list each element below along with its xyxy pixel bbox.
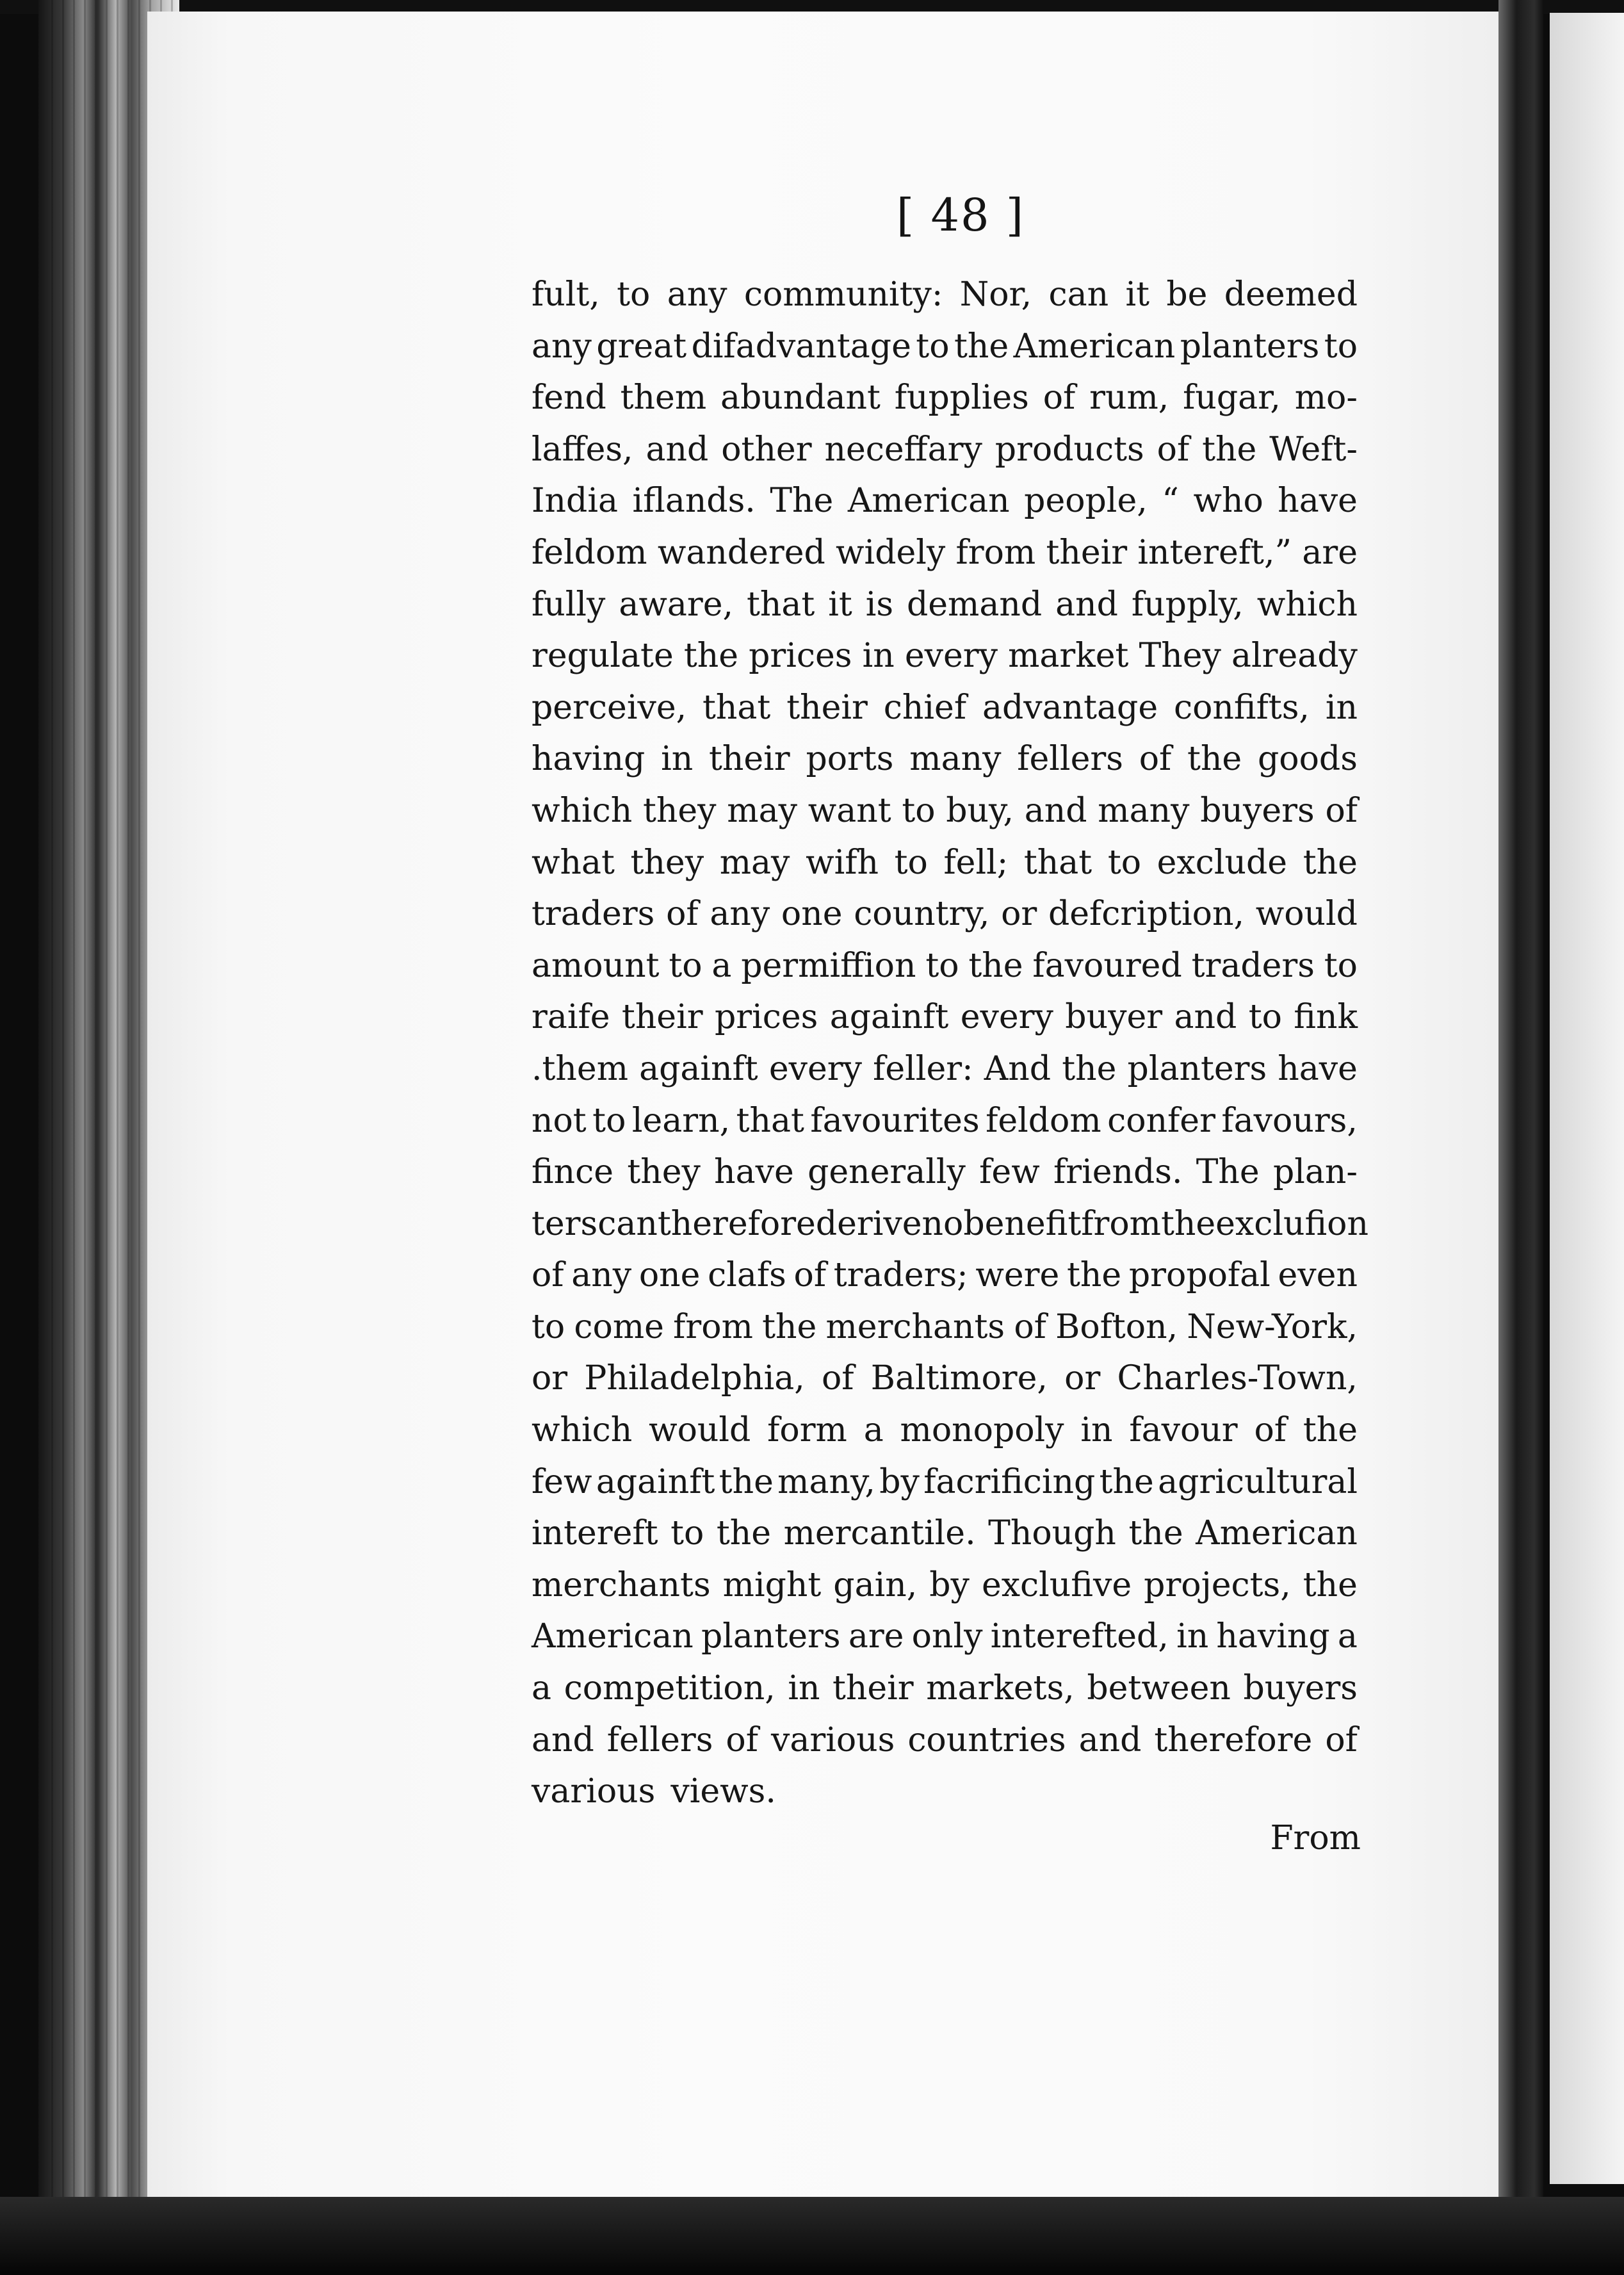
text-line	[532, 579, 1358, 631]
word: from	[673, 1307, 753, 1346]
text-line	[532, 1508, 1358, 1560]
text-line	[532, 1301, 1358, 1353]
word: American	[1013, 327, 1176, 366]
word: various	[532, 1772, 656, 1811]
word: prices	[714, 998, 818, 1037]
word: to	[894, 843, 928, 882]
word: American	[847, 482, 1010, 521]
word: every	[904, 637, 998, 676]
word: views.	[670, 1772, 776, 1811]
word: Though	[988, 1514, 1116, 1553]
word: few	[979, 1153, 1040, 1192]
word: any	[571, 1256, 632, 1295]
word: monopoly	[900, 1411, 1064, 1450]
word: planters	[1127, 1049, 1267, 1088]
word: in	[1176, 1617, 1209, 1656]
word: and	[1174, 998, 1237, 1037]
word: of	[1043, 379, 1076, 418]
word: market	[1008, 637, 1129, 676]
word: againft	[639, 1049, 758, 1088]
word: by	[929, 1565, 970, 1604]
text-line	[532, 837, 1358, 889]
word: advantage	[982, 688, 1158, 727]
word: of	[1325, 1720, 1358, 1759]
word: their	[1046, 533, 1128, 572]
text-line	[532, 527, 1358, 579]
text-line	[532, 785, 1358, 837]
word: fell;	[943, 843, 1009, 882]
text-line	[532, 1095, 1358, 1147]
word: a	[1337, 1617, 1358, 1656]
word: prices	[749, 637, 852, 676]
word: exclufion	[1215, 1204, 1368, 1243]
word: exclufive	[981, 1565, 1132, 1604]
word: might	[722, 1565, 822, 1604]
word: it	[1125, 275, 1150, 314]
word: interefted,	[990, 1617, 1169, 1656]
word: clafs	[708, 1256, 786, 1295]
word: which	[1256, 585, 1358, 624]
word: facrificing	[923, 1462, 1096, 1501]
word: to	[925, 946, 959, 985]
word: intereft	[532, 1514, 658, 1553]
word: merchants	[532, 1565, 711, 1604]
word: form	[767, 1411, 847, 1450]
word: Weft-	[1269, 430, 1358, 469]
word: ports	[806, 740, 894, 779]
word: fink	[1294, 998, 1358, 1037]
word: many	[909, 740, 1002, 779]
word: The	[1196, 1153, 1260, 1192]
word: it	[828, 585, 852, 624]
word: deemed	[1224, 275, 1358, 314]
word: mo-	[1294, 379, 1358, 418]
word: New-York,	[1187, 1307, 1358, 1346]
word: India	[532, 482, 618, 521]
word: of	[666, 895, 699, 934]
word: the	[1187, 740, 1242, 779]
word: already	[1231, 637, 1358, 676]
word: the	[1303, 843, 1358, 882]
text-line	[532, 1353, 1358, 1405]
word: againft	[596, 1462, 715, 1501]
word: the	[1160, 1204, 1216, 1243]
word: people,	[1024, 482, 1148, 521]
word: iflands.	[632, 482, 756, 521]
word: of	[1014, 1307, 1046, 1346]
word: “	[1162, 482, 1179, 521]
word: were	[975, 1256, 1060, 1295]
word: American	[532, 1617, 694, 1656]
word: They	[1139, 637, 1221, 676]
word: to	[670, 1514, 704, 1553]
word: The	[770, 482, 834, 521]
facing-page-edge	[1550, 13, 1624, 2184]
word: the	[762, 1307, 817, 1346]
word: the	[716, 1514, 772, 1553]
word: various	[770, 1720, 895, 1759]
word: the	[954, 327, 1009, 366]
word: a	[863, 1411, 884, 1450]
text-line	[532, 682, 1358, 734]
word: widely	[836, 533, 946, 572]
word: having	[532, 740, 646, 779]
word: their	[709, 740, 790, 779]
word: fupplies	[894, 379, 1029, 418]
word: many,	[777, 1462, 875, 1501]
word: raife	[532, 998, 610, 1037]
word: competition,	[564, 1669, 775, 1708]
page-number-header: [ 48 ]	[896, 189, 1025, 241]
text-line	[532, 1766, 1358, 1818]
word: permiffion	[741, 946, 916, 985]
word: chief	[883, 688, 967, 727]
text-line	[532, 1146, 1358, 1198]
word: the	[1099, 1462, 1154, 1501]
word: confer	[1107, 1101, 1215, 1140]
word: country,	[854, 895, 990, 934]
text-line	[532, 1198, 1368, 1250]
word: propofal	[1128, 1256, 1271, 1295]
word: derive	[815, 1204, 922, 1243]
word: would	[649, 1411, 751, 1450]
word: may	[727, 791, 797, 830]
word: to	[916, 327, 950, 366]
text-line	[532, 940, 1358, 992]
word: perceive,	[532, 688, 687, 727]
word: in	[862, 637, 895, 676]
word: of	[1254, 1411, 1287, 1450]
word: demand	[906, 585, 1043, 624]
word: projects,	[1144, 1565, 1291, 1604]
word: fend	[532, 379, 606, 418]
word: favourites	[810, 1101, 980, 1140]
word: are	[1302, 533, 1358, 572]
word: can	[1048, 275, 1109, 314]
word: to	[1248, 998, 1282, 1037]
word: feldom	[986, 1101, 1101, 1140]
word: that	[736, 1101, 804, 1140]
word: every	[768, 1049, 863, 1088]
word: to	[1324, 946, 1358, 985]
word: confifts,	[1174, 688, 1310, 727]
word: traders	[1191, 946, 1315, 985]
word: to	[669, 946, 702, 985]
word: come	[574, 1307, 664, 1346]
text-line	[532, 1043, 1358, 1095]
word: feller:	[873, 1049, 973, 1088]
word: favoured	[1032, 946, 1182, 985]
word: that	[1023, 843, 1092, 882]
text-line	[532, 1611, 1358, 1663]
word: buy,	[946, 791, 1014, 830]
word: one	[638, 1256, 701, 1295]
word: rum,	[1089, 379, 1169, 418]
word: only	[911, 1617, 983, 1656]
word: traders	[532, 895, 655, 934]
word: feldom	[532, 533, 647, 572]
word: not	[532, 1101, 587, 1140]
word: buyers	[1200, 791, 1315, 830]
word: Bofton,	[1055, 1307, 1178, 1346]
word: which	[532, 1411, 633, 1450]
word: no	[922, 1204, 964, 1243]
word: fugar,	[1183, 379, 1281, 418]
scan-bottom-shadow	[0, 2197, 1624, 2275]
body-text	[532, 269, 1368, 1818]
word: even	[1278, 1256, 1358, 1295]
word: have	[1278, 1049, 1358, 1088]
text-line	[532, 1663, 1358, 1715]
word: to	[902, 791, 936, 830]
word: buyer	[1065, 998, 1163, 1037]
word: which	[532, 791, 633, 830]
word: be	[1166, 275, 1208, 314]
word: and	[646, 430, 709, 469]
word: therefore	[1154, 1720, 1313, 1759]
word: agricultural	[1158, 1462, 1358, 1501]
word: traders;	[833, 1256, 968, 1295]
word: any	[710, 895, 770, 934]
word: aware,	[619, 585, 734, 624]
text-line	[532, 424, 1358, 476]
word: between	[1087, 1669, 1231, 1708]
word: neceffary	[824, 430, 982, 469]
word: products	[995, 430, 1144, 469]
text-line	[532, 321, 1358, 373]
word: fince	[532, 1153, 614, 1192]
word: ters	[532, 1204, 598, 1243]
text-line	[532, 475, 1358, 527]
word: laffes,	[532, 430, 633, 469]
word: in	[788, 1669, 820, 1708]
word: and	[532, 1720, 594, 1759]
word: to	[1324, 327, 1358, 366]
word: in	[1080, 1411, 1113, 1450]
word: American	[1196, 1514, 1358, 1553]
page-gutter-shadow	[1498, 0, 1543, 2275]
word: the	[1128, 1514, 1183, 1553]
word: exclude	[1157, 843, 1288, 882]
word: have	[714, 1153, 794, 1192]
word: fellers	[606, 1720, 713, 1759]
word: is	[865, 585, 894, 624]
word: Philadelphia,	[584, 1359, 805, 1398]
word: Nor,	[959, 275, 1032, 314]
text-line	[532, 372, 1358, 424]
word: goods	[1258, 740, 1358, 779]
word: of	[726, 1720, 758, 1759]
word: have	[1278, 482, 1358, 521]
word: generally	[808, 1153, 966, 1192]
word: the	[1062, 1049, 1117, 1088]
word: defcription,	[1048, 895, 1244, 934]
text-line	[532, 1456, 1358, 1508]
word: in	[1325, 688, 1358, 727]
word: of	[821, 1359, 854, 1398]
word: fellers	[1017, 740, 1123, 779]
word: they	[630, 843, 704, 882]
word: who	[1193, 482, 1263, 521]
word: of	[1157, 430, 1190, 469]
word: may	[719, 843, 790, 882]
word: their	[786, 688, 868, 727]
word: the	[719, 1462, 774, 1501]
word: fupply,	[1131, 585, 1244, 624]
word: from	[1081, 1204, 1161, 1243]
word: to	[532, 1307, 565, 1346]
word: their	[832, 1669, 914, 1708]
word: the	[683, 637, 738, 676]
word: and	[1055, 585, 1118, 624]
word: markets,	[926, 1669, 1075, 1708]
word: wandered	[657, 533, 825, 572]
word: And	[984, 1049, 1052, 1088]
word: planters	[1180, 327, 1320, 366]
word: learn,	[631, 1101, 731, 1140]
text-line	[532, 1560, 1358, 1611]
word: intereft,”	[1137, 533, 1292, 572]
word: one	[781, 895, 843, 934]
word: many	[1098, 791, 1190, 830]
word: abundant	[720, 379, 881, 418]
word: the	[1303, 1565, 1358, 1604]
word: therefore	[657, 1204, 816, 1243]
word: are	[848, 1617, 904, 1656]
word: or	[532, 1359, 568, 1398]
word: they	[627, 1153, 701, 1192]
word: amount	[532, 946, 660, 985]
word: other	[721, 430, 812, 469]
word: the	[1303, 1411, 1358, 1450]
catchword: From	[1270, 1819, 1361, 1857]
word: in	[661, 740, 694, 779]
word: having	[1216, 1617, 1330, 1656]
word: of	[532, 1256, 564, 1295]
word: to	[1107, 843, 1142, 882]
word: gain,	[833, 1565, 918, 1604]
word: difadvantage	[691, 327, 911, 366]
word: community:	[743, 275, 943, 314]
word: Charles-Town,	[1117, 1359, 1358, 1398]
word: or	[1001, 895, 1037, 934]
word: fult,	[532, 275, 600, 314]
word: benefit	[963, 1204, 1082, 1243]
text-line	[532, 888, 1358, 940]
word: from	[955, 533, 1036, 572]
text-line	[532, 991, 1358, 1043]
text-line	[532, 1405, 1358, 1456]
word: the	[968, 946, 1023, 985]
word: can	[597, 1204, 658, 1243]
word: a	[532, 1669, 552, 1708]
word: and	[1078, 1720, 1142, 1759]
word: buyers	[1243, 1669, 1358, 1708]
word: fully	[532, 585, 606, 624]
word: great	[596, 327, 687, 366]
word: plan-	[1272, 1153, 1358, 1192]
word: the	[1202, 430, 1257, 469]
word: of	[1139, 740, 1172, 779]
word: mercantile.	[783, 1514, 976, 1553]
word: every	[960, 998, 1053, 1037]
word: wifh	[806, 843, 879, 882]
word: or	[1064, 1359, 1101, 1398]
word: to	[617, 275, 651, 314]
word: what	[532, 843, 615, 882]
word: planters	[701, 1617, 841, 1656]
word: by	[879, 1462, 920, 1501]
word: and	[1024, 791, 1087, 830]
word: .them	[532, 1049, 628, 1088]
word: merchants	[825, 1307, 1005, 1346]
word: they	[642, 791, 717, 830]
word: that	[746, 585, 815, 624]
word: them	[620, 379, 707, 418]
word: any	[532, 327, 592, 366]
word: to	[592, 1101, 626, 1140]
word: that	[702, 688, 771, 727]
word: their	[621, 998, 703, 1037]
word: friends.	[1053, 1153, 1183, 1192]
word: regulate	[532, 637, 674, 676]
word: would	[1255, 895, 1358, 934]
word: favours,	[1221, 1101, 1358, 1140]
word: countries	[907, 1720, 1066, 1759]
word: of	[1325, 791, 1358, 830]
text-line	[532, 1715, 1358, 1766]
word: Baltimore,	[870, 1359, 1048, 1398]
text-line	[532, 269, 1358, 321]
text-line	[532, 733, 1358, 785]
word: favour	[1129, 1411, 1238, 1450]
word: any	[667, 275, 727, 314]
word: a	[711, 946, 732, 985]
text-line	[532, 630, 1358, 682]
word: few	[532, 1462, 592, 1501]
word: of	[793, 1256, 827, 1295]
word: the	[1067, 1256, 1122, 1295]
text-line	[532, 1250, 1358, 1301]
word: want	[808, 791, 891, 830]
word: againft	[829, 998, 949, 1037]
